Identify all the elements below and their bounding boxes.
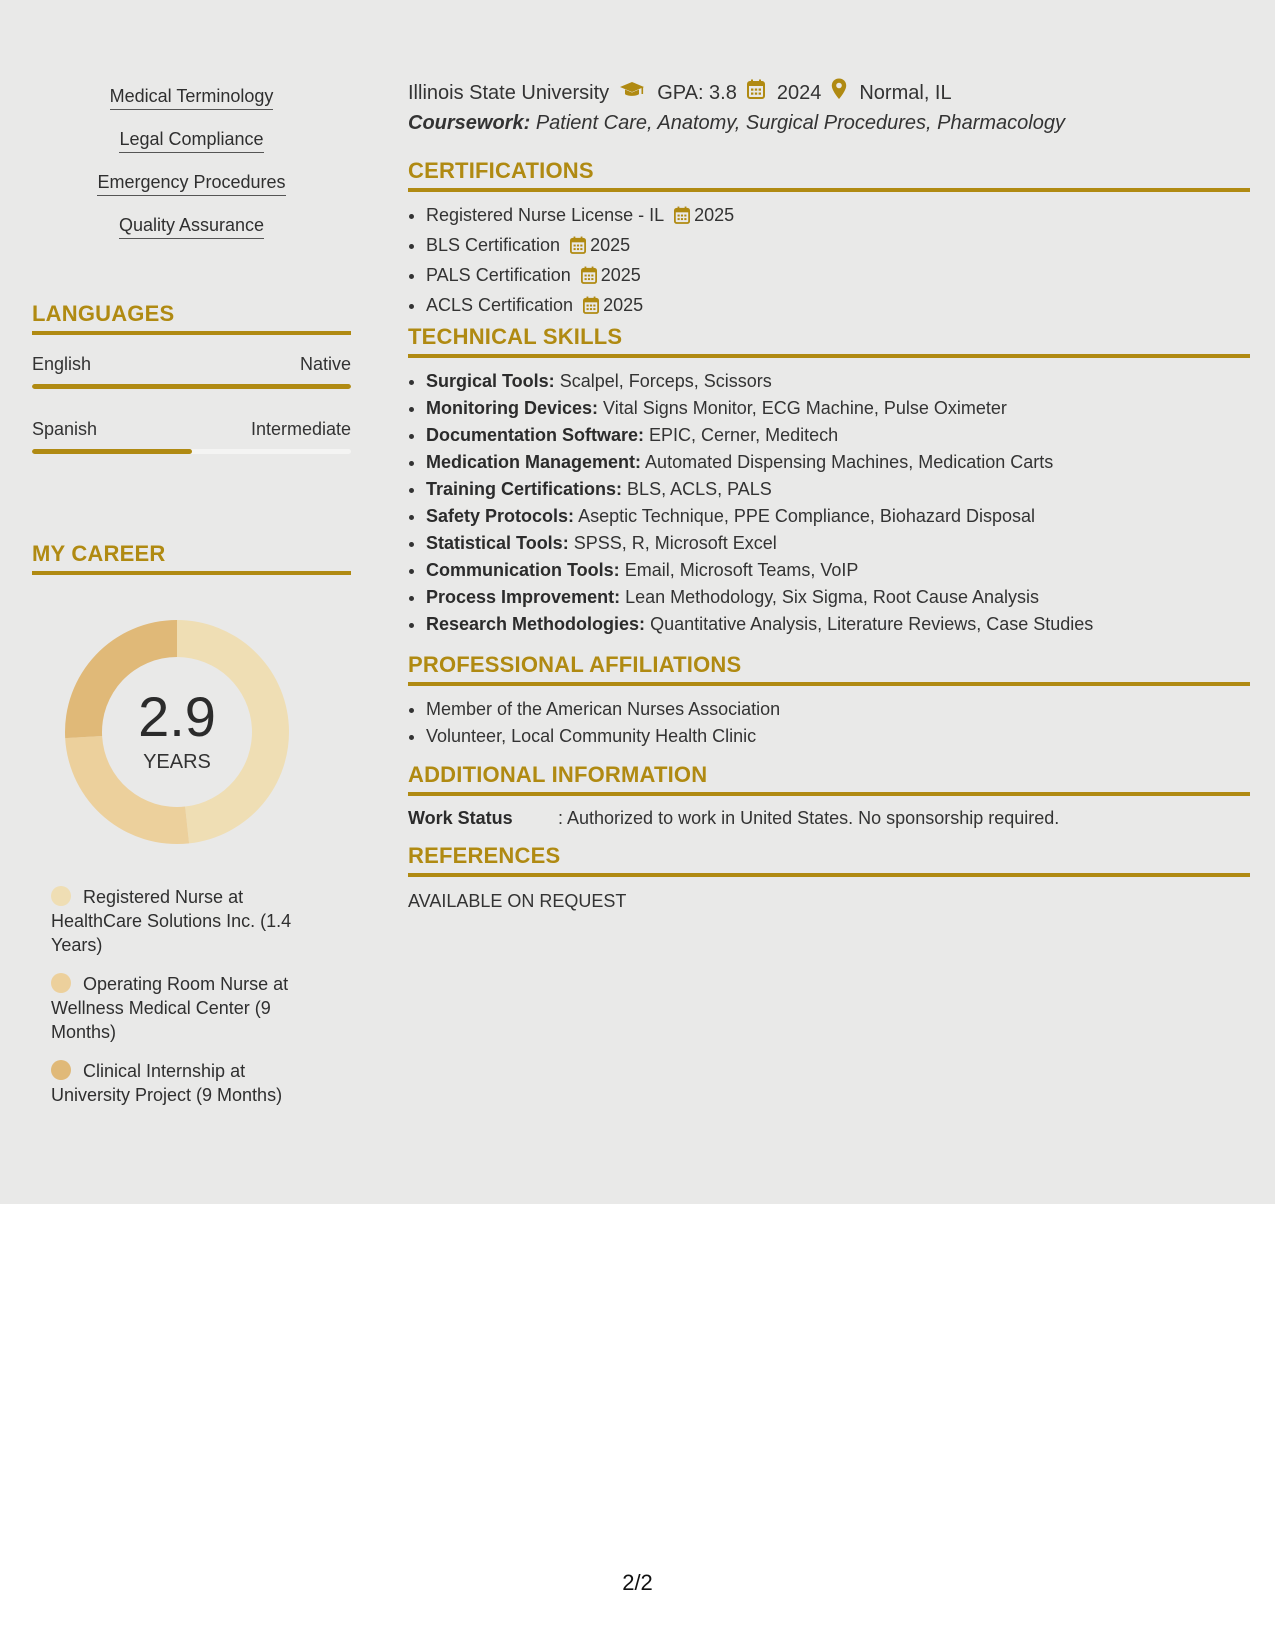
language-level: Intermediate (250, 419, 351, 439)
skill-value: SPSS, R, Microsoft Excel (573, 533, 777, 553)
section-title: PROFESSIONAL AFFILIATIONS (408, 652, 1250, 686)
list-item (426, 584, 1250, 611)
certification-year: 2025 (600, 265, 641, 285)
career-section (32, 541, 351, 1122)
certification-name: PALS Certification (426, 265, 571, 285)
skill-value: Email, Microsoft Teams, VoIP (624, 560, 859, 580)
references-text: AVAILABLE ON REQUEST (408, 891, 627, 911)
language-bar (32, 384, 351, 389)
legend-dot-icon (51, 973, 71, 993)
skill-tag: Medical Terminology (110, 84, 274, 110)
skill-value: Automated Dispensing Machines, Medication Carts (645, 452, 1054, 472)
section-title: CERTIFICATIONS (408, 158, 1250, 192)
work-status-value: : Authorized to work in United States. No sponsorship required. (558, 808, 1060, 828)
certification-name: ACLS Certification (426, 295, 574, 315)
skill-label: Surgical Tools: (426, 371, 555, 391)
list-item (426, 557, 1250, 584)
certification-year: 2025 (590, 235, 631, 255)
coursework (408, 110, 1065, 136)
language-bar-fill (32, 384, 351, 389)
technical-skills-list (408, 368, 1250, 638)
legend-label: Registered Nurse at HealthCare Solutions Inc. (1.4 Years) (51, 887, 292, 955)
skill-label: Research Methodologies: (426, 614, 646, 634)
career-total-unit: YEARS (143, 751, 211, 773)
legend-label: Clinical Internship at University Project (9 Months) (51, 1061, 283, 1105)
school-name: Illinois State University (408, 81, 610, 104)
skill-tag: Quality Assurance (119, 213, 264, 239)
skill-label: Communication Tools: (426, 560, 620, 580)
skill-tag: Legal Compliance (119, 127, 263, 153)
career-donut-chart (62, 617, 292, 847)
skill-value: Scalpel, Forceps, Scissors (559, 371, 772, 391)
gpa: GPA: 3.8 (657, 81, 737, 104)
skill-value: BLS, ACLS, PALS (627, 479, 772, 499)
skill-label: Monitoring Devices: (426, 398, 599, 418)
language-bar-fill (32, 449, 192, 454)
list-item (426, 449, 1250, 476)
list-item (426, 292, 1250, 322)
references-section (408, 843, 1250, 913)
affiliations-section (408, 652, 1250, 750)
section-title: ADDITIONAL INFORMATION (408, 762, 1250, 796)
skill-value: Quantitative Analysis, Literature Reviews, Case Studies (650, 614, 1094, 634)
graduation-cap-icon (619, 80, 645, 106)
additional-information-section (408, 762, 1250, 830)
language-item (32, 418, 351, 454)
legend-label: Operating Room Nurse at Wellness Medical Center (9 Months) (51, 974, 289, 1042)
certifications-section (408, 158, 1250, 322)
skill-value: Aseptic Technique, PPE Compliance, Biohazard Disposal (578, 506, 1035, 526)
certifications-list (408, 202, 1250, 322)
skill-tag: Emergency Procedures (97, 170, 285, 196)
legend-dot-icon (51, 1060, 71, 1080)
page-number: 2/2 (622, 1570, 653, 1595)
certification-name: Registered Nurse License - IL (426, 205, 665, 225)
skill-label: Process Improvement: (426, 587, 621, 607)
language-bar (32, 449, 351, 454)
skill-label: Training Certifications: (426, 479, 623, 499)
legend-item (51, 1059, 311, 1107)
list-item (426, 476, 1250, 503)
list-item (426, 368, 1250, 395)
coursework-list: Patient Care, Anatomy, Surgical Procedures, Pharmacology (535, 112, 1065, 134)
work-status-label: Work Status (408, 808, 513, 828)
list-item (426, 232, 1250, 262)
skill-value: EPIC, Cerner, Meditech (649, 425, 839, 445)
language-item (32, 353, 351, 389)
calendar-icon (583, 295, 599, 322)
location-pin-icon (831, 78, 847, 107)
list-item (426, 262, 1250, 292)
language-name: English (32, 354, 92, 374)
skill-label: Safety Protocols: (426, 506, 575, 526)
career-total-value: 2.9 (138, 685, 216, 748)
calendar-icon (674, 205, 690, 232)
work-status-row (408, 806, 1250, 830)
certification-year: 2025 (603, 295, 644, 315)
graduation-year: 2024 (776, 81, 822, 104)
certification-name: BLS Certification (426, 235, 561, 255)
certification-year: 2025 (694, 205, 735, 225)
skill-tags (32, 84, 351, 256)
skill-value: Lean Methodology, Six Sigma, Root Cause Analysis (625, 587, 1039, 607)
career-legend (32, 885, 311, 1107)
skill-label: Documentation Software: (426, 425, 645, 445)
coursework-label: Coursework: (408, 112, 531, 134)
language-name: Spanish (32, 419, 98, 439)
list-item: • Member of the American Nurses Association (426, 696, 1250, 723)
legend-dot-icon (51, 886, 71, 906)
list-item (426, 530, 1250, 557)
skill-label: Statistical Tools: (426, 533, 569, 553)
skill-label: Medication Management: (426, 452, 642, 472)
technical-skills-section (408, 324, 1250, 638)
section-title: REFERENCES (408, 843, 1250, 877)
calendar-icon (570, 235, 586, 262)
legend-item (51, 972, 311, 1044)
list-item (426, 422, 1250, 449)
location: Normal, IL (859, 81, 952, 104)
section-title: MY CAREER (32, 541, 351, 575)
skill-value: Vital Signs Monitor, ECG Machine, Pulse Oximeter (603, 398, 1007, 418)
section-title: TECHNICAL SKILLS (408, 324, 1250, 358)
languages-section (32, 301, 351, 454)
list-item (426, 503, 1250, 530)
calendar-icon (747, 79, 765, 106)
list-item (426, 202, 1250, 232)
affiliations-list (408, 696, 1250, 750)
list-item (426, 611, 1250, 638)
legend-item (51, 885, 311, 957)
list-item: • Volunteer, Local Community Health Clinic (426, 723, 1250, 750)
language-level: Native (299, 354, 351, 374)
section-title: LANGUAGES (32, 301, 351, 335)
calendar-icon (581, 265, 597, 292)
list-item (426, 395, 1250, 422)
education-line (408, 78, 952, 107)
